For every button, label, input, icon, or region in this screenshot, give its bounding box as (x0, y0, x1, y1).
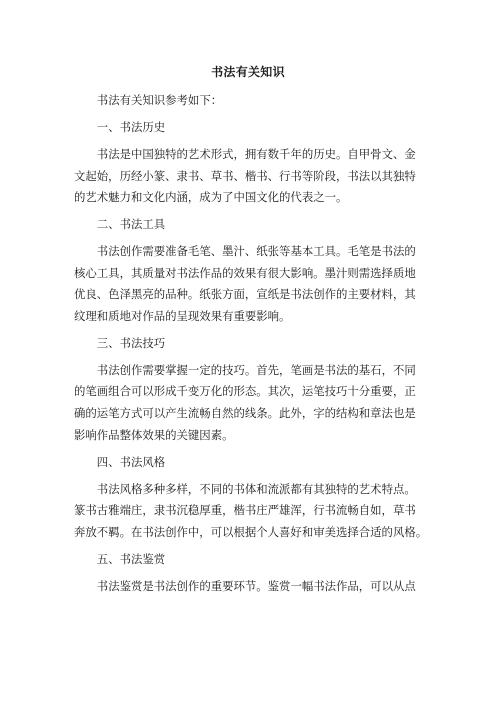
paragraph-line: 书法创作需要准备毛笔、墨汁、纸张等基本工具。毛笔是书法的 (96, 244, 416, 259)
paragraph-line: 影响作品整体效果的关键因素。 (74, 427, 234, 442)
paragraph-line: 的艺术魅力和文化内涵，成为了中国文化的代表之一。 (74, 190, 348, 205)
section-heading-history: 一、书法历史 (96, 119, 166, 134)
section-heading-techniques: 三、书法技巧 (96, 335, 166, 350)
section-heading-appreciation: 五、书法鉴赏 (96, 551, 166, 566)
section-paragraph-history (74, 144, 422, 209)
paragraph-line: 确的运笔方式可以产生流畅自然的线条。此外，字的结构和章法也是 (74, 406, 416, 421)
section-heading-styles: 四、书法风格 (96, 454, 166, 469)
paragraph-line: 篆书古雅端庄，隶书沉稳厚重，楷书庄严雄浑，行书流畅自如，草书 (74, 503, 416, 518)
paragraph-line: 优良、色泽黑亮的品种。纸张方面，宣纸是书法创作的主要材料，其 (74, 287, 416, 302)
paragraph-line: 的笔画组合可以形成千变万化的形态。其次，运笔技巧十分重要，正 (74, 384, 416, 399)
paragraph-line: 书法鉴赏是书法创作的重要环节。鉴赏一幅书法作品，可以从点 (96, 578, 416, 593)
section-paragraph-tools (74, 241, 422, 327)
paragraph-line: 书法风格多种多样，不同的书体和流派都有其独特的艺术特点。 (96, 481, 416, 496)
section-heading-tools: 二、书法工具 (96, 217, 166, 232)
paragraph-line: 核心工具，其质量对书法作品的效果有很大影响。墨汁则需选择质地 (74, 265, 416, 280)
paragraph-line: 纹理和质地对作品的呈现效果有重要影响。 (74, 308, 291, 323)
document-body (74, 90, 428, 597)
paragraph-line: 奔放不羁。在书法创作中，可以根据个人喜好和审美选择合适的风格。 (74, 524, 428, 539)
paragraph-line: 书法创作需要掌握一定的技巧。首先，笔画是书法的基石，不同 (96, 362, 416, 377)
paragraph-line: 文起始，历经小篆、隶书、草书、楷书、行书等阶段，书法以其独特 (74, 168, 416, 183)
section-paragraph-appreciation (74, 576, 422, 598)
section-paragraph-styles (74, 479, 428, 544)
paragraph-line: 书法是中国独特的艺术形式，拥有数千年的历史。自甲骨文、金 (96, 146, 416, 161)
intro-paragraph: 书法有关知识参考如下： (96, 93, 223, 107)
document-title: 书法有关知识 (211, 65, 285, 79)
section-paragraph-techniques (74, 360, 422, 446)
